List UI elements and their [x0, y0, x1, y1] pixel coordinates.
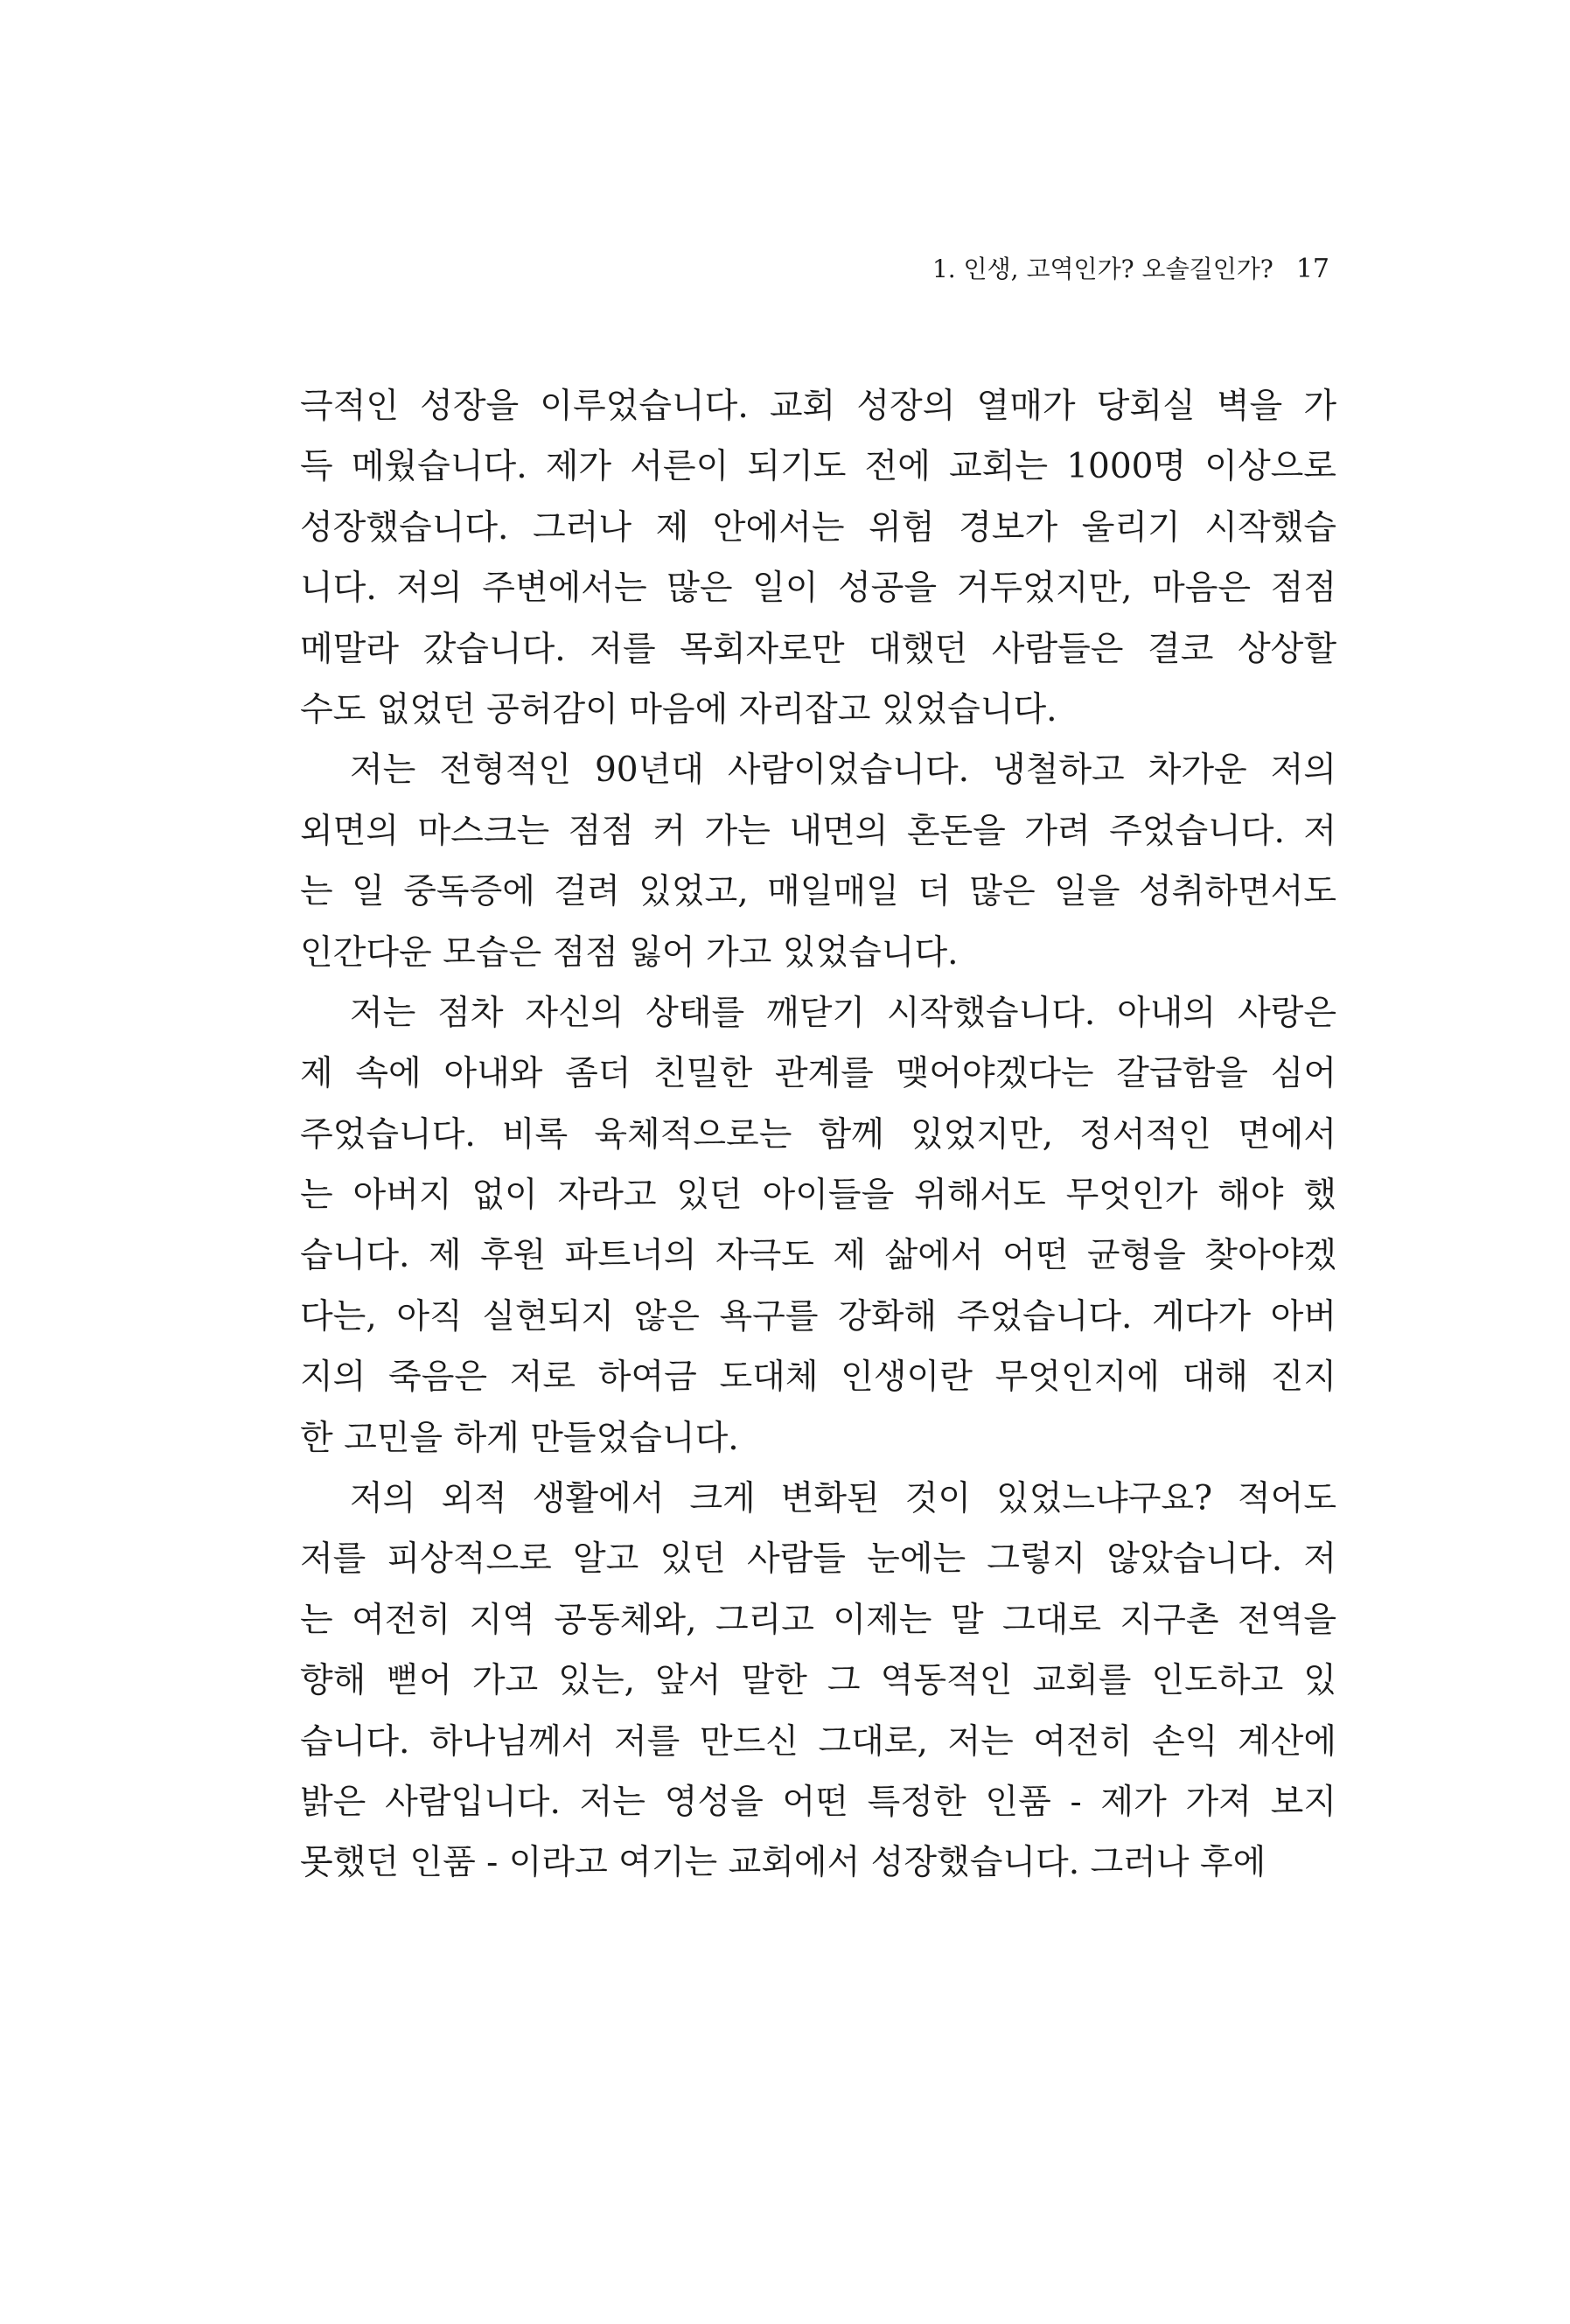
text-line: 는 일 중독증에 걸려 있었고, 매일매일 더 많은 일을 성취하면서도: [300, 872, 1336, 912]
body-text: [300, 376, 1336, 1894]
paragraph: [300, 1469, 1336, 1894]
running-header: [910, 250, 1329, 285]
text-line: 저를 피상적으로 알고 있던 사람들 눈에는 그렇지 않았습니다. 저: [300, 1539, 1336, 1580]
text-line: 외면의 마스크는 점점 커 가는 내면의 혼돈을 가려 주었습니다. 저: [300, 811, 1336, 851]
text-line: 성장했습니다. 그러나 제 안에서는 위험 경보가 울리기 시작했습: [300, 507, 1336, 548]
text-line: 밝은 사람입니다. 저는 영성을 어떤 특정한 인품 - 제가 가져 보지: [300, 1782, 1336, 1822]
text-line: 습니다. 제 후원 파트너의 자극도 제 삶에서 어떤 균형을 찾아야겠: [300, 1236, 1336, 1276]
paragraph: [300, 376, 1336, 740]
chapter-title: 1. 인생, 고역인가? 오솔길인가?: [932, 255, 1273, 283]
text-line: 저의 외적 생활에서 크게 변화된 것이 있었느냐구요? 적어도: [350, 1479, 1336, 1519]
text-line: 지의 죽음은 저로 하여금 도대체 인생이란 무엇인지에 대해 진지: [300, 1357, 1336, 1398]
text-line: 한 고민을 하게 만들었습니다.: [300, 1418, 739, 1458]
text-line: 는 아버지 없이 자라고 있던 아이들을 위해서도 무엇인가 해야 했: [300, 1176, 1336, 1216]
text-line: 다는, 아직 실현되지 않은 욕구를 강화해 주었습니다. 게다가 아버: [300, 1296, 1336, 1336]
text-line: 습니다. 하나님께서 저를 만드신 그대로, 저는 여전히 손익 계산에: [300, 1721, 1336, 1762]
text-line: 저는 점차 자신의 상태를 깨닫기 시작했습니다. 아내의 사랑은: [350, 993, 1336, 1033]
text-line: 주었습니다. 비록 육체적으로는 함께 있었지만, 정서적인 면에서: [300, 1114, 1336, 1155]
text-line: 득 메웠습니다. 제가 서른이 되기도 전에 교회는 1000명 이상으로: [300, 447, 1336, 487]
paragraph: [300, 740, 1336, 983]
text-line: 인간다운 모습은 점점 잃어 가고 있었습니다.: [300, 932, 959, 973]
text-line: 극적인 성장을 이루었습니다. 교회 성장의 열매가 당회실 벽을 가: [300, 387, 1336, 426]
text-line: 수도 없었던 공허감이 마음에 자리잡고 있었습니다.: [300, 689, 1057, 729]
text-line: 는 여전히 지역 공동체와, 그리고 이제는 말 그대로 지구촌 전역을: [300, 1600, 1336, 1640]
text-line: 제 속에 아내와 좀더 친밀한 관계를 맺어야겠다는 갈급함을 심어: [300, 1054, 1336, 1094]
text-line: 메말라 갔습니다. 저를 목회자로만 대했던 사람들은 결코 상상할: [300, 629, 1336, 669]
text-line: 못했던 인품 - 이라고 여기는 교회에서 성장했습니다. 그러나 후에: [300, 1843, 1266, 1883]
paragraph: [300, 983, 1336, 1469]
text-line: 저는 전형적인 90년대 사람이었습니다. 냉철하고 차가운 저의: [350, 750, 1336, 791]
text-line: 향해 뻗어 가고 있는, 앞서 말한 그 역동적인 교회를 인도하고 있: [300, 1661, 1336, 1701]
page-number: 17: [1295, 254, 1329, 284]
text-line: 니다. 저의 주변에서는 많은 일이 성공을 거두었지만, 마음은 점점: [300, 569, 1336, 609]
